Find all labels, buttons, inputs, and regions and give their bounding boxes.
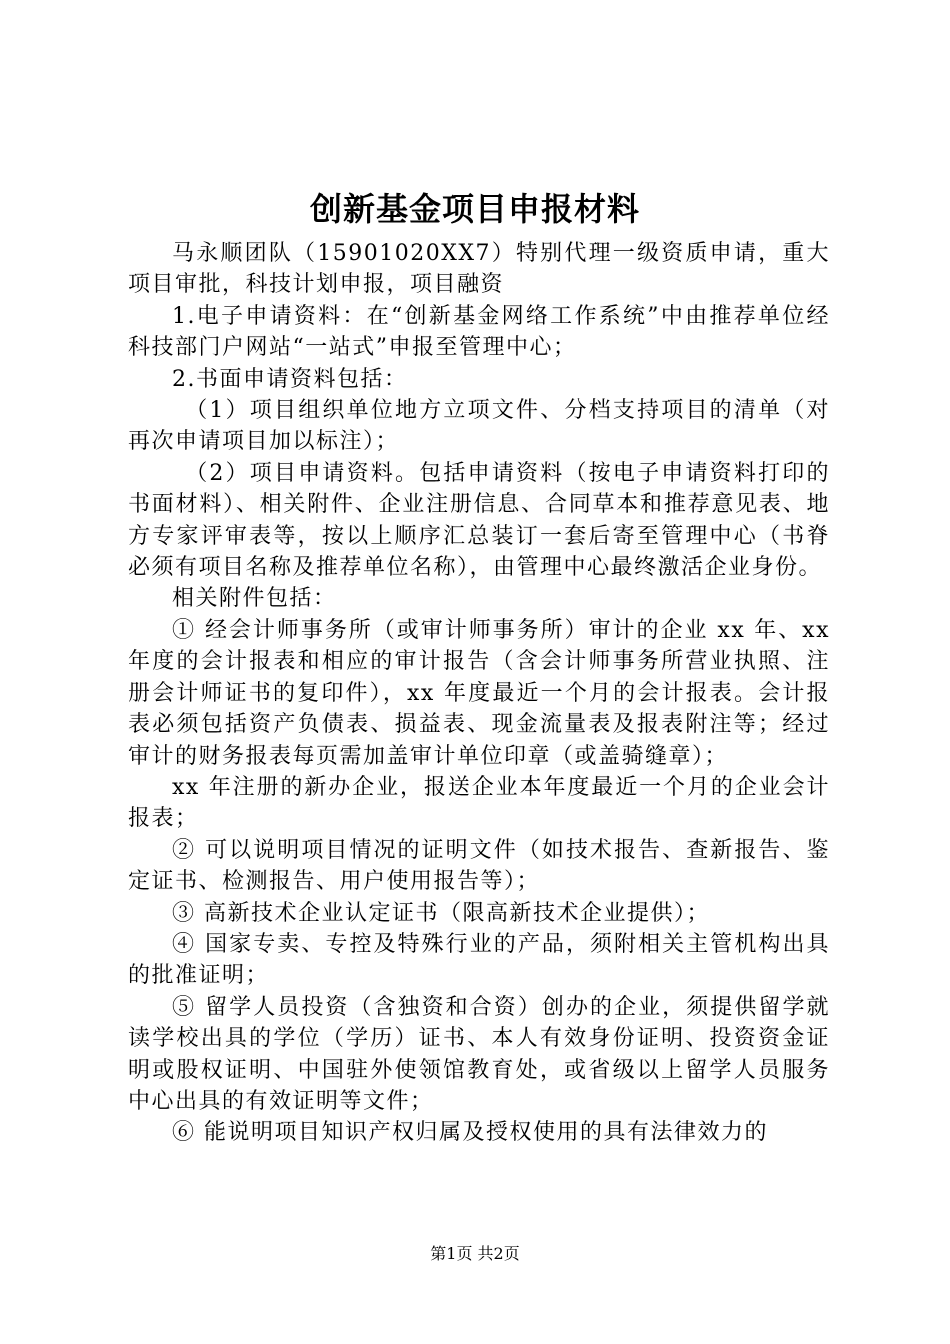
paragraph-attachment-1: ① 经会计师事务所（或审计师事务所）审计的企业 xx 年、xx 年度的会计报表和相应的审计报告（含会计师事务所营业执照、注册会计师证书的复印件），xx 年度最近一个月的会计报表。会计报表必须包括资产负债表、损益表、现金流量表及报表附注等；经过审计的财务报表每页需加盖审计单位印章（或盖骑缝章）； — [128, 617, 830, 769]
document-body — [128, 238, 830, 1149]
document-title: 创新基金项目申报材料 — [309, 190, 640, 228]
paragraph-attachment-5: ⑤ 留学人员投资（含独资和合资）创办的企业，须提供留学就读学校出具的学位（学历）证书、本人有效身份证明、投资资金证明或股权证明、中国驻外使领馆教育处，或省级以上留学人员服务中心出具的有效证明等文件； — [128, 994, 830, 1114]
paragraph-attachments-heading: 相关附件包括： — [172, 586, 337, 612]
paragraph-new-enterprise: xx 年注册的新办企业，报送企业本年度最近一个月的企业会计报表； — [128, 774, 830, 832]
paragraph-attachment-2: ② 可以说明项目情况的证明文件（如技术报告、查新报告、鉴定证书、检测报告、用户使用报告等）； — [128, 837, 830, 895]
paragraph-attachment-4: ④ 国家专卖、专控及特殊行业的产品，须附相关主管机构出具的批准证明； — [128, 931, 830, 989]
page-footer: 第1页 共2页 — [430, 1244, 520, 1263]
paragraph-electronic-materials: 1.电子申请资料：在“创新基金网络工作系统”中由推荐单位经科技部门户网站“一站式”申报至管理中心； — [128, 303, 830, 361]
paragraph-item-1: （1）项目组织单位地方立项文件、分档支持项目的清单（对再次申请项目加以标注）； — [128, 398, 830, 455]
paragraph-attachment-6: ⑥ 能说明项目知识产权归属及授权使用的具有法律效力的 — [172, 1120, 768, 1146]
paragraph-written-materials: 2.书面申请资料包括： — [172, 366, 408, 392]
paragraph-attachment-3: ③ 高新技术企业认定证书（限高新技术企业提供）； — [172, 900, 710, 926]
paragraph-intro: 马永顺团队（15901020XX7）特别代理一级资质申请，重大项目审批，科技计划申报，项目融资 — [128, 241, 830, 298]
paragraph-item-2: （2）项目申请资料。包括申请资料（按电子申请资料打印的书面材料）、相关附件、企业注册信息、合同草本和推荐意见表、地方专家评审表等，按以上顺序汇总装订一套后寄至管理中心（书脊必须有项目名称及推荐单位名称），由管理中心最终激活企业身份。 — [128, 460, 830, 581]
